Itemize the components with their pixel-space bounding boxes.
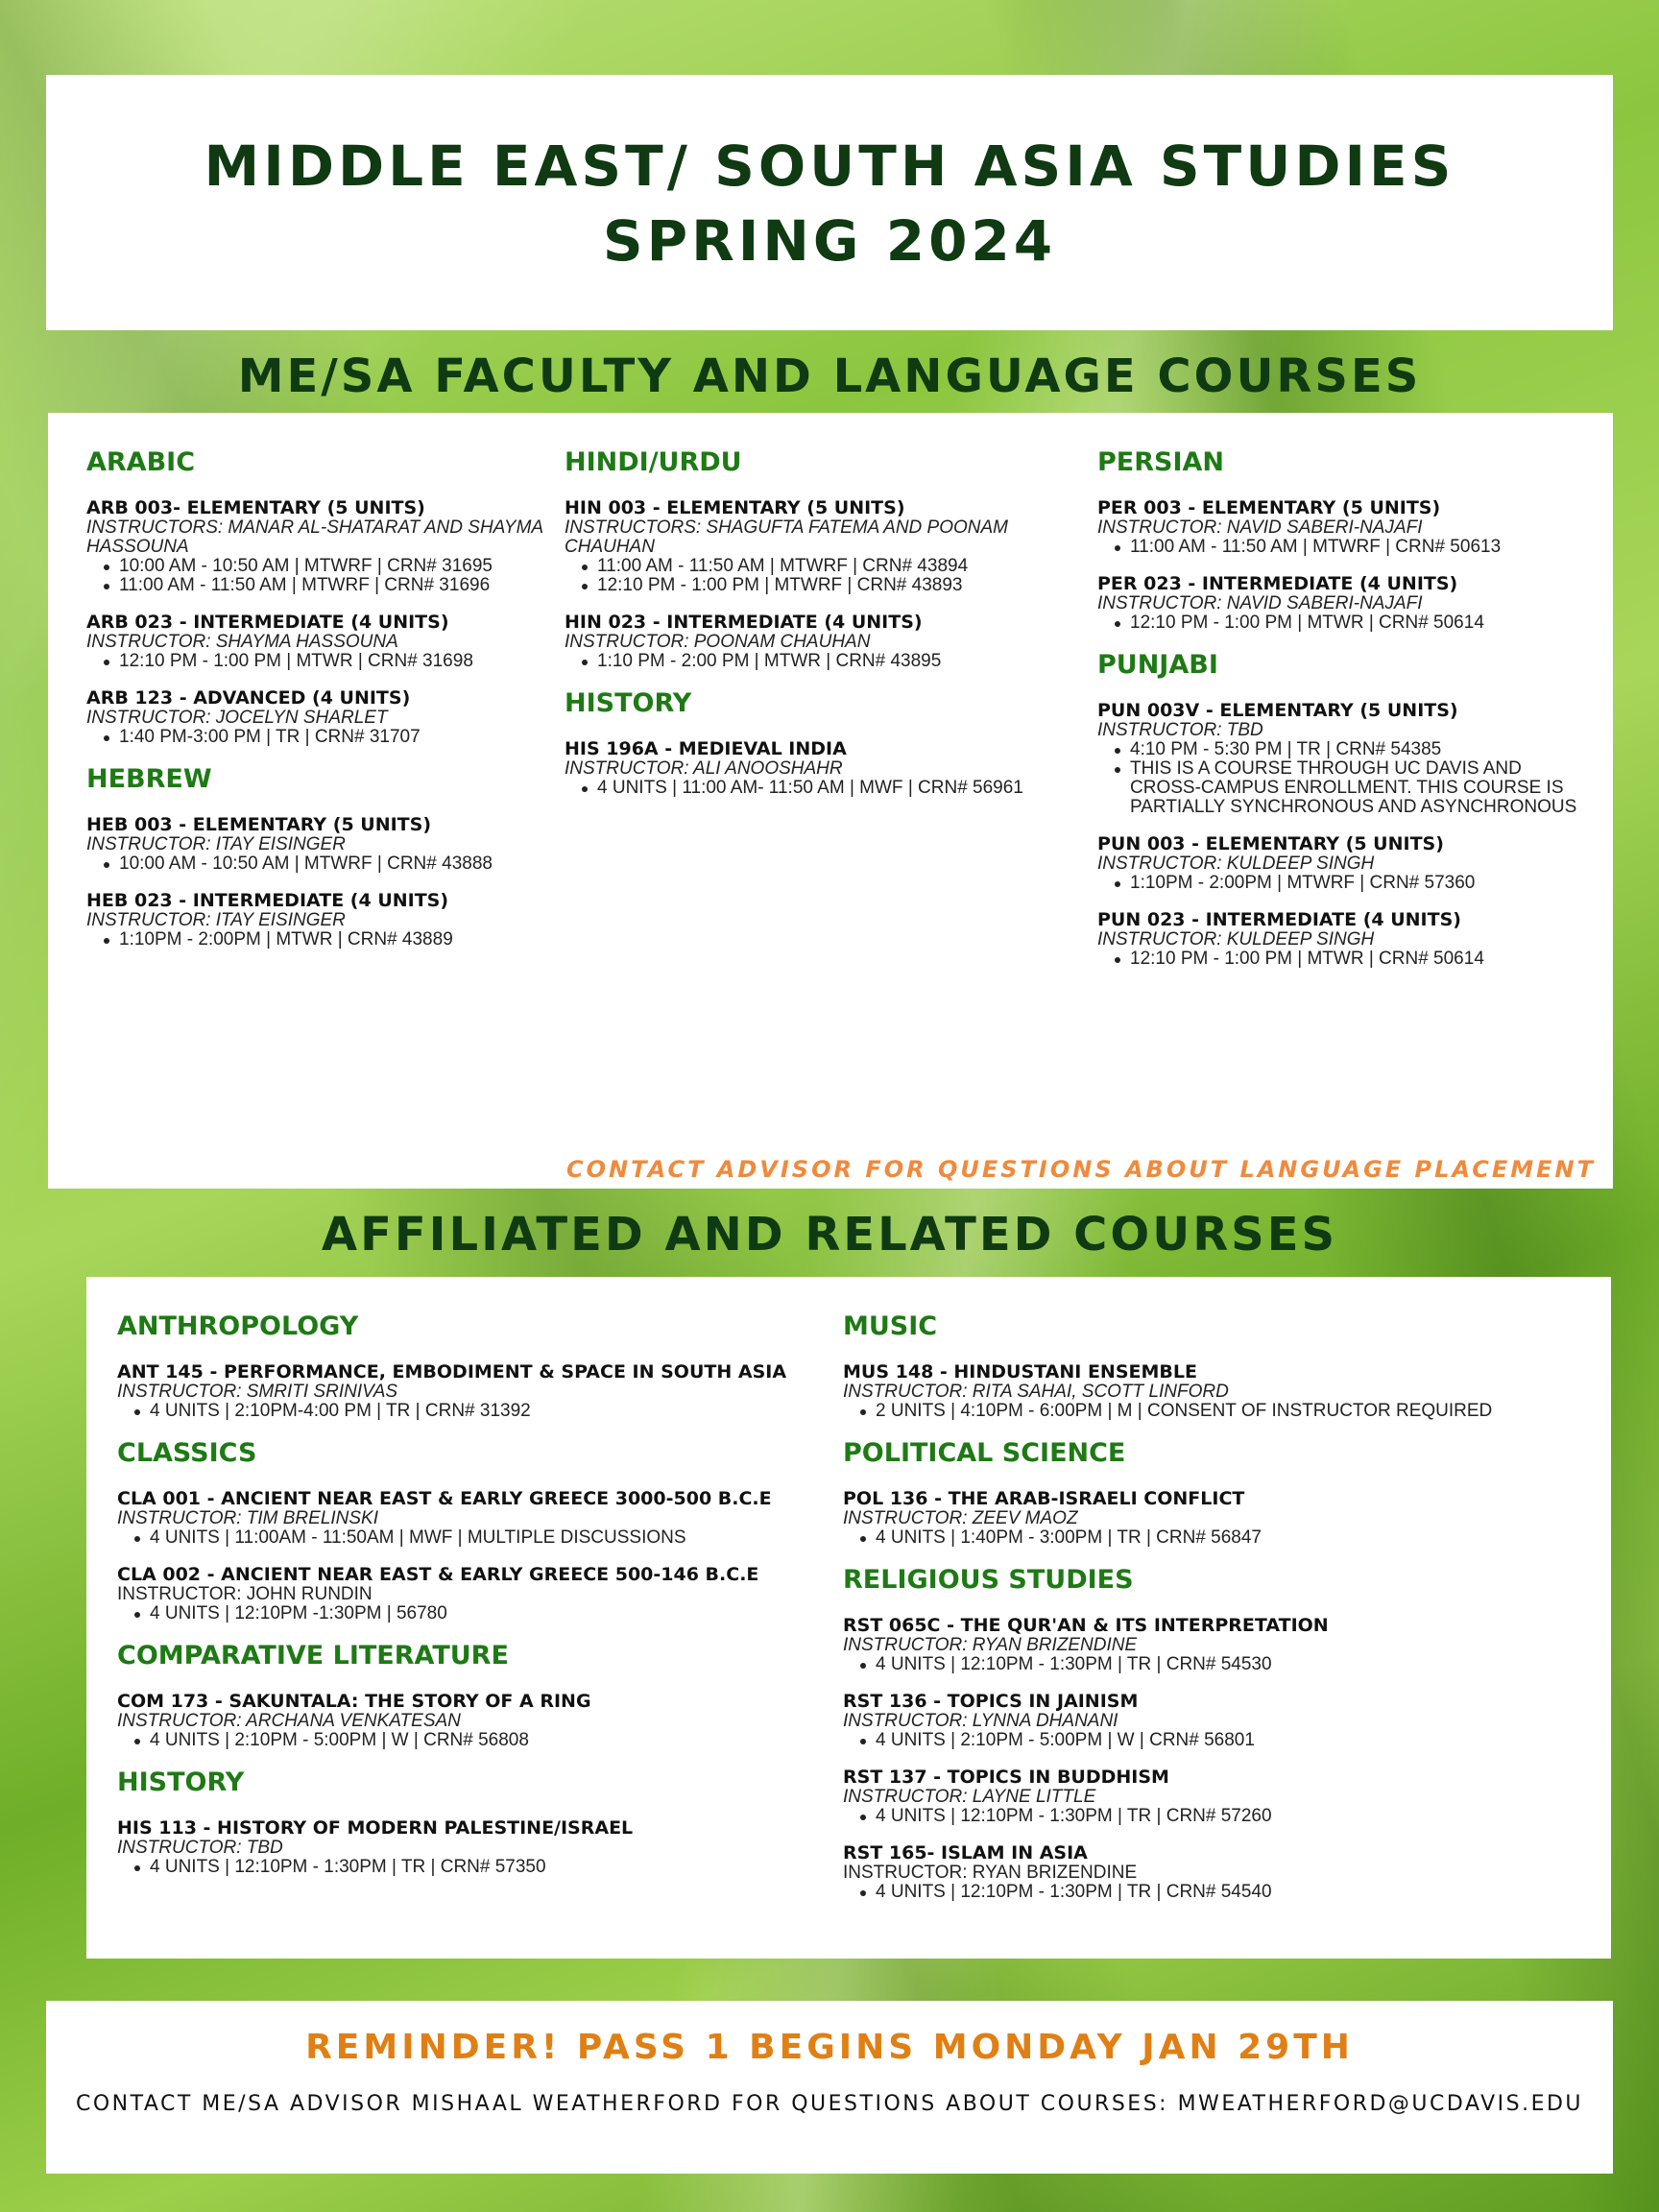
course-title: MUS 148 - HINDUSTANI ENSEMBLE [843, 1361, 1197, 1382]
course-title: HIS 196A - MEDIEVAL INDIA [565, 738, 847, 759]
affiliated-panel [86, 1277, 1611, 1959]
footer-panel [46, 2001, 1613, 2174]
dept-heading: ANTHROPOLOGY [117, 1311, 359, 1341]
course-title: HIN 023 - INTERMEDIATE (4 UNITS) [565, 612, 923, 633]
placement-note: CONTACT ADVISOR FOR QUESTIONS ABOUT LANGUAGE PLACEMENT [566, 1156, 1596, 1183]
dept-heading: HINDI/URDU [565, 447, 742, 477]
session-item: 12:10 PM - 1:00 PM | MTWR | CRN# 50614 [1115, 950, 1597, 969]
dept-hindi-urdu [565, 447, 1083, 671]
session-item: 2 UNITS | 4:10PM - 6:00PM | M | CONSENT OF INSTRUCTOR REQUIRED [860, 1402, 1601, 1421]
course-title: RST 137 - TOPICS IN BUDDHISM [843, 1767, 1169, 1788]
course-entry [843, 1843, 1601, 1902]
session-list [860, 1402, 1601, 1421]
session-list [860, 1528, 1601, 1548]
session-list [582, 652, 1083, 671]
session-item: 1:10 PM - 2:00 PM | MTWR | CRN# 43895 [582, 652, 1083, 671]
session-item: 1:40 PM-3:00 PM | TR | CRN# 31707 [104, 728, 547, 747]
dept-classics [117, 1438, 808, 1623]
dept-heading: COMPARATIVE LITERATURE [117, 1641, 509, 1671]
course-instructor: INSTRUCTOR: NAVID SABERI-NAJAFI [1097, 517, 1423, 538]
faculty-column-1 [86, 442, 547, 967]
course-entry [565, 613, 1083, 671]
session-list [104, 930, 547, 950]
course-entry [117, 1565, 808, 1623]
session-item: 4 UNITS | 2:10PM - 5:00PM | W | CRN# 56808 [134, 1731, 808, 1750]
session-item: 4 UNITS | 2:10PM - 5:00PM | W | CRN# 56801 [860, 1731, 1601, 1750]
session-item: 11:00 AM - 11:50 AM | MTWRF | CRN# 50613 [1115, 538, 1597, 557]
course-title: COM 173 - SAKUNTALA: THE STORY OF A RING [117, 1691, 591, 1712]
faculty-panel [48, 413, 1613, 1189]
course-instructor: INSTRUCTOR: KULDEEP SINGH [1097, 929, 1375, 950]
dept-arabic [86, 447, 547, 747]
session-list [104, 557, 547, 595]
course-entry [86, 815, 547, 874]
session-list [860, 1883, 1601, 1902]
dept-heading: HEBREW [86, 764, 212, 794]
dept-heading: CLASSICS [117, 1438, 257, 1468]
course-instructor: INSTRUCTOR: TBD [117, 1838, 283, 1858]
dept-hebrew [86, 764, 547, 950]
session-item: 11:00 AM - 11:50 AM | MTWRF | CRN# 43894 [582, 557, 1083, 576]
session-list [1115, 874, 1597, 893]
session-list [104, 728, 547, 747]
course-entry [843, 1362, 1601, 1421]
course-entry [1097, 574, 1597, 633]
course-entry [1097, 834, 1597, 893]
course-instructor: INSTRUCTOR: TIM BRELINSKI [117, 1508, 379, 1528]
course-instructor: INSTRUCTOR: SMRITI SRINIVAS [117, 1382, 398, 1402]
course-instructor: INSTRUCTOR: ARCHANA VENKATESAN [117, 1711, 461, 1731]
session-item: 4 UNITS | 12:10PM - 1:30PM | TR | CRN# 57350 [134, 1858, 808, 1877]
course-entry [117, 1692, 808, 1750]
faculty-column-2 [565, 442, 1083, 815]
course-entry [843, 1692, 1601, 1750]
course-entry [117, 1362, 808, 1421]
session-list [860, 1807, 1601, 1826]
affiliated-column-1 [117, 1306, 808, 1894]
session-list [134, 1604, 808, 1623]
session-list [860, 1731, 1601, 1750]
course-instructor: INSTRUCTOR: LAYNE LITTLE [843, 1787, 1096, 1807]
dept-political-science [843, 1438, 1601, 1548]
course-title: RST 136 - TOPICS IN JAINISM [843, 1691, 1139, 1712]
course-instructor: INSTRUCTOR: ITAY EISINGER [86, 834, 346, 854]
course-entry [843, 1616, 1601, 1674]
course-title: PUN 023 - INTERMEDIATE (4 UNITS) [1097, 909, 1461, 930]
dept-heading: HISTORY [565, 688, 692, 718]
session-item: 4 UNITS | 12:10PM - 1:30PM | TR | CRN# 54540 [860, 1883, 1601, 1902]
session-list [1115, 538, 1597, 557]
course-entry [1097, 910, 1597, 969]
course-title: HIS 113 - HISTORY OF MODERN PALESTINE/ISRAEL [117, 1817, 634, 1839]
course-entry [86, 613, 547, 671]
session-item: 12:10 PM - 1:00 PM | MTWR | CRN# 31698 [104, 652, 547, 671]
course-entry [117, 1489, 808, 1548]
course-instructor: INSTRUCTOR: SHAYMA HASSOUNA [86, 632, 398, 652]
course-entry [1097, 498, 1597, 557]
faculty-column-3 [1097, 442, 1597, 986]
course-instructor: INSTRUCTOR: ZEEV MAOZ [843, 1508, 1078, 1528]
dept-heading: MUSIC [843, 1311, 938, 1341]
affiliated-column-2 [843, 1306, 1601, 1919]
session-item: 4 UNITS | 2:10PM-4:00 PM | TR | CRN# 31392 [134, 1402, 808, 1421]
session-list [104, 652, 547, 671]
session-item: 10:00 AM - 10:50 AM | MTWRF | CRN# 31695 [104, 557, 547, 576]
course-title: RST 165- ISLAM IN ASIA [843, 1842, 1088, 1863]
course-entry [117, 1818, 808, 1877]
course-title: POL 136 - THE ARAB-ISRAELI CONFLICT [843, 1488, 1245, 1509]
course-entry [86, 891, 547, 950]
page-title: MIDDLE EAST/ SOUTH ASIA STUDIES [204, 133, 1455, 199]
session-list [134, 1528, 808, 1548]
faculty-heading: ME/SA FACULTY AND LANGUAGE COURSES [237, 349, 1422, 403]
session-item: 4 UNITS | 12:10PM - 1:30PM | TR | CRN# 54530 [860, 1655, 1601, 1674]
course-title: CLA 001 - ANCIENT NEAR EAST & EARLY GREECE 3000-500 B.C.E [117, 1488, 772, 1509]
course-title: PER 003 - ELEMENTARY (5 UNITS) [1097, 497, 1441, 518]
dept-punjabi [1097, 650, 1597, 969]
dept-heading: PUNJABI [1097, 650, 1218, 680]
session-list [134, 1858, 808, 1877]
course-entry [1097, 701, 1597, 817]
session-item: 4:10 PM - 5:30 PM | TR | CRN# 54385 [1115, 740, 1597, 759]
session-item: 4 UNITS | 1:40PM - 3:00PM | TR | CRN# 56847 [860, 1528, 1601, 1548]
session-item: 1:10PM - 2:00PM | MTWRF | CRN# 57360 [1115, 874, 1597, 893]
session-list [1115, 613, 1597, 633]
session-list [582, 557, 1083, 595]
dept-heading: RELIGIOUS STUDIES [843, 1565, 1134, 1595]
course-title: HEB 003 - ELEMENTARY (5 UNITS) [86, 814, 432, 835]
course-instructor: INSTRUCTOR: RYAN BRIZENDINE [843, 1863, 1138, 1883]
page-subtitle: SPRING 2024 [602, 208, 1057, 274]
course-entry [565, 498, 1083, 595]
session-list [134, 1402, 808, 1421]
session-item: 1:10PM - 2:00PM | MTWR | CRN# 43889 [104, 930, 547, 950]
session-item: 11:00 AM - 11:50 AM | MTWRF | CRN# 31696 [104, 576, 547, 595]
course-title: ANT 145 - PERFORMANCE, EMBODIMENT & SPACE IN SOUTH ASIA [117, 1361, 787, 1382]
course-title: PUN 003V - ELEMENTARY (5 UNITS) [1097, 700, 1458, 721]
dept-history [565, 688, 1083, 798]
dept-music [843, 1311, 1601, 1421]
session-list [104, 854, 547, 874]
session-item: 10:00 AM - 10:50 AM | MTWRF | CRN# 43888 [104, 854, 547, 874]
course-instructor: INSTRUCTORS: SHAGUFTA FATEMA AND POONAM CHAUHAN [565, 517, 1009, 557]
dept-heading: HISTORY [117, 1767, 245, 1797]
session-list [1115, 740, 1597, 817]
session-item: 12:10 PM - 1:00 PM | MTWR | CRN# 50614 [1115, 613, 1597, 633]
session-item: 4 UNITS | 12:10PM - 1:30PM | TR | CRN# 57260 [860, 1807, 1601, 1826]
course-instructor: INSTRUCTOR: LYNNA DHANANI [843, 1711, 1118, 1731]
course-instructor: INSTRUCTOR: ALI ANOOSHAHR [565, 758, 843, 779]
session-item: THIS IS A COURSE THROUGH UC DAVIS AND CROSS-CAMPUS ENROLLMENT. THIS COURSE IS PARTIALLY SYNCHRONOUS AND ASYNCHRONOUS [1115, 759, 1597, 817]
course-title: ARB 123 - ADVANCED (4 UNITS) [86, 687, 411, 709]
course-instructor: INSTRUCTORS: MANAR AL-SHATARAT AND SHAYMA HASSOUNA [86, 517, 543, 557]
course-instructor: INSTRUCTOR: RITA SAHAI, SCOTT LINFORD [843, 1382, 1229, 1402]
course-title: HIN 003 - ELEMENTARY (5 UNITS) [565, 497, 905, 518]
course-title: PER 023 - INTERMEDIATE (4 UNITS) [1097, 573, 1458, 594]
dept-heading: PERSIAN [1097, 447, 1225, 477]
affiliated-heading: AFFILIATED AND RELATED COURSES [321, 1208, 1338, 1262]
course-instructor: INSTRUCTOR: JOCELYN SHARLET [86, 708, 388, 728]
course-entry [86, 688, 547, 747]
session-item: 4 UNITS | 12:10PM -1:30PM | 56780 [134, 1604, 808, 1623]
course-instructor: INSTRUCTOR: ITAY EISINGER [86, 910, 346, 930]
session-list [582, 779, 1083, 798]
session-list [860, 1655, 1601, 1674]
course-instructor: INSTRUCTOR: RYAN BRIZENDINE [843, 1635, 1138, 1655]
course-title: RST 065C - THE QUR'AN & ITS INTERPRETATION [843, 1615, 1329, 1636]
session-item: 12:10 PM - 1:00 PM | MTWRF | CRN# 43893 [582, 576, 1083, 595]
dept-heading: POLITICAL SCIENCE [843, 1438, 1126, 1468]
session-item: 4 UNITS | 11:00 AM- 11:50 AM | MWF | CRN# 56961 [582, 779, 1083, 798]
course-title: HEB 023 - INTERMEDIATE (4 UNITS) [86, 890, 449, 911]
session-item: 4 UNITS | 11:00AM - 11:50AM | MWF | MULTIPLE DISCUSSIONS [134, 1528, 808, 1548]
course-instructor: INSTRUCTOR: TBD [1097, 720, 1263, 740]
course-instructor: INSTRUCTOR: POONAM CHAUHAN [565, 632, 871, 652]
reminder-text: REMINDER! PASS 1 BEGINS MONDAY JAN 29TH [305, 2028, 1354, 2067]
dept-anthropology [117, 1311, 808, 1421]
session-list [1115, 950, 1597, 969]
course-instructor: INSTRUCTOR: KULDEEP SINGH [1097, 854, 1375, 874]
dept-religious-studies [843, 1565, 1601, 1902]
course-title: ARB 003- ELEMENTARY (5 UNITS) [86, 497, 425, 518]
session-list [134, 1731, 808, 1750]
course-entry [565, 739, 1083, 798]
dept-comparative-literature [117, 1641, 808, 1750]
dept-heading: ARABIC [86, 447, 196, 477]
course-instructor: INSTRUCTOR: NAVID SABERI-NAJAFI [1097, 593, 1423, 613]
course-entry [86, 498, 547, 595]
course-title: CLA 002 - ANCIENT NEAR EAST & EARLY GREECE 500-146 B.C.E [117, 1564, 759, 1585]
course-entry [843, 1767, 1601, 1826]
course-entry [843, 1489, 1601, 1548]
title-panel [46, 75, 1613, 330]
course-instructor: INSTRUCTOR: JOHN RUNDIN [117, 1584, 373, 1604]
course-title: ARB 023 - INTERMEDIATE (4 UNITS) [86, 612, 449, 633]
dept-affiliated-history [117, 1767, 808, 1877]
advisor-contact: CONTACT ME/SA ADVISOR MISHAAL WEATHERFORD FOR QUESTIONS ABOUT COURSES: MWEATHERFORD@UCDAVIS.EDU [75, 2092, 1584, 2116]
course-title: PUN 003 - ELEMENTARY (5 UNITS) [1097, 833, 1444, 854]
dept-persian [1097, 447, 1597, 633]
